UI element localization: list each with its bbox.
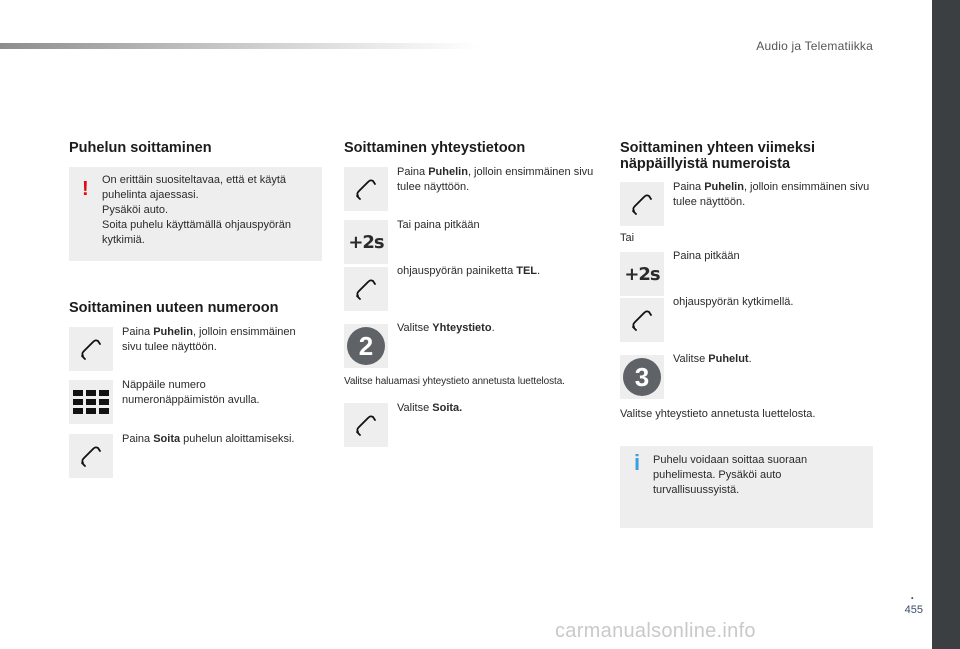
warning-line: puhelinta ajaessasi. <box>102 189 199 201</box>
side-strip <box>932 0 960 649</box>
info-line: puhelimesta. Pysäköi auto <box>653 469 782 481</box>
info-text <box>653 453 807 498</box>
col2-step4-text: Valitse Yhteystieto. <box>397 322 495 334</box>
warning-line: On erittäin suositeltavaa, että et käytä <box>102 174 287 186</box>
phone-button[interactable] <box>69 327 113 371</box>
warning-icon: ! <box>82 178 89 200</box>
info-line: Puhelu voidaan soittaa suoraan <box>653 454 808 466</box>
col1-step1-text: Paina Puhelin, jolloin ensimmäinen sivu tulee näyttöön. <box>122 326 296 353</box>
col3-list-text: Valitse yhteystieto annetusta luettelosta. <box>620 408 816 420</box>
page-number: 455 <box>904 604 923 616</box>
col3-step3-text: ohjauspyörän kytkimellä. <box>673 296 794 308</box>
col3-step1-text: Paina Puhelin, jolloin ensimmäinen sivu tulee näyttöön. <box>673 181 870 208</box>
col2-step5-text: Valitse Soita. <box>397 402 463 414</box>
call-button[interactable] <box>344 403 388 447</box>
col3-title: Soittaminen yhteen viimeksi näppäillyistä numeroista <box>620 140 816 172</box>
col1-step2-text: Näppäile numero numeronäppäimistön avulla. <box>122 379 260 406</box>
phone-icon <box>629 191 655 217</box>
info-icon: i <box>634 450 641 475</box>
col3-step2-text: Paina pitkään <box>673 250 740 262</box>
long-press-indicator <box>620 252 664 296</box>
step-badge-2 <box>344 324 388 368</box>
header-gradient-bar <box>0 43 480 49</box>
phone-icon <box>353 176 379 202</box>
keypad-icon <box>71 387 111 417</box>
col2-step2-text: Tai paina pitkään <box>397 219 480 231</box>
info-line: turvallisuussyistä. <box>653 484 740 496</box>
warning-text <box>102 173 291 248</box>
warning-line: kytkimiä. <box>102 234 145 246</box>
col2-title: Soittaminen yhteystietoon <box>344 140 526 156</box>
long-press-icon: +2s <box>624 263 660 285</box>
col2-step1-text: Paina Puhelin, jolloin ensimmäinen sivu tulee näyttöön. <box>397 166 594 193</box>
phone-button[interactable] <box>620 182 664 226</box>
section-name: Audio ja Telematiikka <box>756 39 873 53</box>
warning-line: Pysäköi auto. <box>102 204 169 216</box>
phone-button[interactable] <box>344 167 388 211</box>
col1-title: Puhelun soittaminen <box>69 140 212 156</box>
col1-step3-text: Paina Soita puhelun aloittamiseksi. <box>122 433 295 445</box>
steering-switch-button[interactable] <box>620 298 664 342</box>
call-button[interactable] <box>69 434 113 478</box>
warning-line: Soita puhelu käyttämällä ohjauspyörän <box>102 219 291 231</box>
phone-icon <box>629 307 655 333</box>
col3-step4-text: Valitse Puhelut. <box>673 353 752 365</box>
phone-icon <box>353 276 379 302</box>
page-ellipsis: . <box>910 588 914 602</box>
long-press-indicator <box>344 220 388 264</box>
keypad-button[interactable] <box>69 380 113 424</box>
step-number: 2 <box>347 327 385 365</box>
watermark: carmanualsonline.info <box>555 620 756 642</box>
phone-icon <box>78 443 104 469</box>
phone-icon <box>78 336 104 362</box>
info-note <box>620 446 873 528</box>
phone-icon <box>353 412 379 438</box>
long-press-icon: +2s <box>348 231 384 253</box>
col3-or-text: Tai <box>620 232 635 244</box>
col2-step3-text: ohjauspyörän painiketta TEL. <box>397 265 541 277</box>
tel-button[interactable] <box>344 267 388 311</box>
step-badge-3 <box>620 355 664 399</box>
col2-list-text: Valitse haluamasi yhteystieto annetusta luettelosta. <box>344 376 565 387</box>
col1-subtitle: Soittaminen uuteen numeroon <box>69 300 279 316</box>
warning-note <box>69 167 322 261</box>
step-number: 3 <box>623 358 661 396</box>
